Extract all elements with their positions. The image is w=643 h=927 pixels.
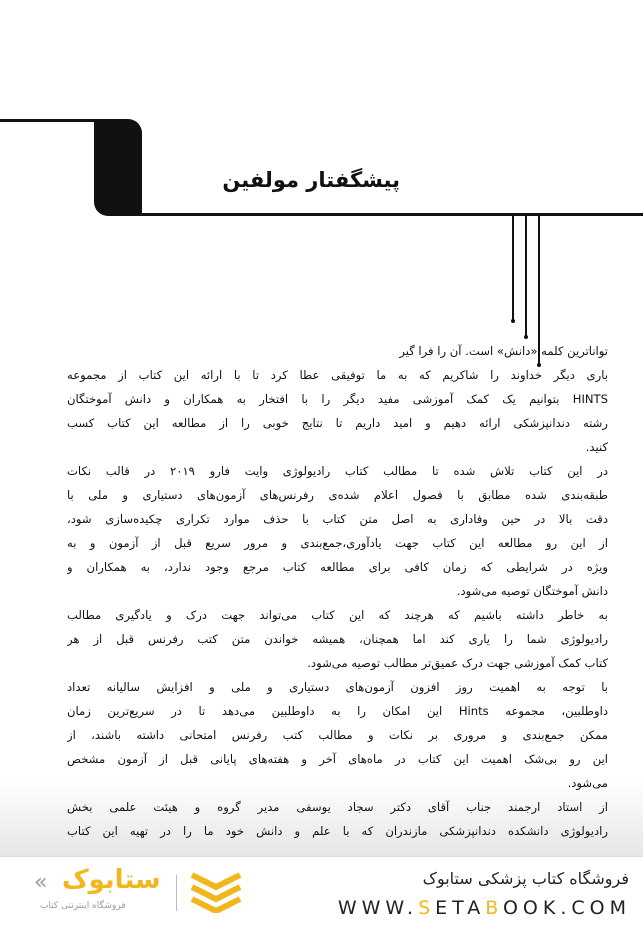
setabook-logo-icon — [188, 871, 244, 913]
text-line: می‌شود. — [567, 776, 608, 790]
page-title: پیشگفتار مولفین — [222, 168, 400, 192]
text-line: در این کتاب تلاش شده تا مطالب کتاب رادیولوژی وایت فارو ۲۰۱۹ در قالب نکات — [67, 464, 608, 478]
text-line: دقت بالا در حین وفاداری به اصل متن کتاب با حذف موارد تکراری چکیده‌سازی شود، — [67, 512, 608, 526]
store-footer — [0, 856, 643, 927]
header-rule-left — [0, 119, 100, 122]
decorative-drop-line — [512, 214, 514, 321]
url-part: B — [485, 897, 503, 919]
text-line: دانش آموختگان توصیه می‌شود. — [456, 584, 608, 598]
text-line: رادیولوژی دانشکده دندانپزشکی مازندران که با علم و دانش خود ما را در تهیه این کتاب — [67, 824, 608, 838]
logo-tagline: فروشگاه اینترنتی کتاب — [40, 901, 126, 911]
text-line: داوطلبین، مجموعه Hints این امکان را به داوطلبین می‌دهد تا در سریع‌ترین زمان — [67, 704, 608, 718]
url-part: OOK.COM — [502, 897, 631, 919]
store-url[interactable] — [338, 897, 631, 919]
text-line: ممکن جمع‌بندی و مروری بر نکات و مطالب کتب رفرنس امتحانی داشته باشند، از — [67, 728, 608, 742]
store-name: فروشگاه کتاب پزشکی ستابوک — [422, 869, 629, 888]
text-line: طبقه‌بندی شده مطابق با فصول اعلام شده‌ی رفرنس‌های آزمون‌های دستیاری و ملی با — [67, 488, 608, 502]
preface-body — [67, 339, 608, 843]
text-line: باری دیگر خداوند را شاکریم که به ما توفیقی عطا کرد تا با ارائه این کتاب از مجموعه — [67, 368, 608, 382]
text-line: رادیولوژی شما را یاری کند اما همچنان، همیشه خواندن متن کتب رفرنس قبل از هر — [67, 632, 608, 646]
decorative-drop-line — [525, 214, 527, 337]
text-line: HINTS بتوانیم یک کمک آموزشی مفید دیگر را با افتخار به همکاران و دانش آموختگان — [67, 392, 608, 406]
text-line: از استاد ارجمند جناب آقای دکتر سجاد یوسفی مدیر گروه و هیئت علمی بخش — [67, 800, 608, 814]
text-line: توانا‌ترین کلمه «دانش» است. آن را فرا گیر — [399, 344, 608, 358]
text-line: کتاب کمک آموزشی جهت درک عمیق‌تر مطالب توصیه می‌شود. — [307, 656, 608, 670]
chevrons-icon: « — [34, 870, 48, 895]
url-part: ETA — [435, 897, 486, 919]
text-line: کنید. — [585, 440, 608, 454]
chapter-tab-ornament — [94, 119, 142, 216]
url-part: WWW. — [337, 897, 419, 919]
text-line: این رو بی‌شک اهمیت این کتاب در ماه‌های آخر و هفته‌های پایانی قبل از آزمون مشخص — [67, 752, 608, 766]
text-line: رشته دندانپزشکی ارائه دهیم و امید داریم تا نتایج خوبی را از مطالعه این کتاب کسب — [67, 416, 608, 430]
header-rule-bottom — [130, 213, 643, 216]
text-line: به خاطر داشته باشیم که هرچند که این کتاب می‌تواند جهت درک و یادگیری مطالب — [67, 608, 608, 622]
text-line: ویژه در شرایطی که زمان کافی برای مطالعه کتاب مرجع وجود ندارد، به همکاران و — [67, 560, 608, 574]
text-line: از این رو مطالعه این کتاب جهت یادآوری،جمع‌بندی و مرور سریع قبل از آزمون و به — [67, 536, 608, 550]
url-part: S — [418, 897, 436, 919]
logo-wordmark: ستابوک — [62, 865, 161, 895]
text-line: با توجه به اهمیت روز افزون آزمون‌های دستیاری و ملی و افزایش سالیانه تعداد — [67, 680, 608, 694]
logo-divider — [176, 875, 177, 911]
